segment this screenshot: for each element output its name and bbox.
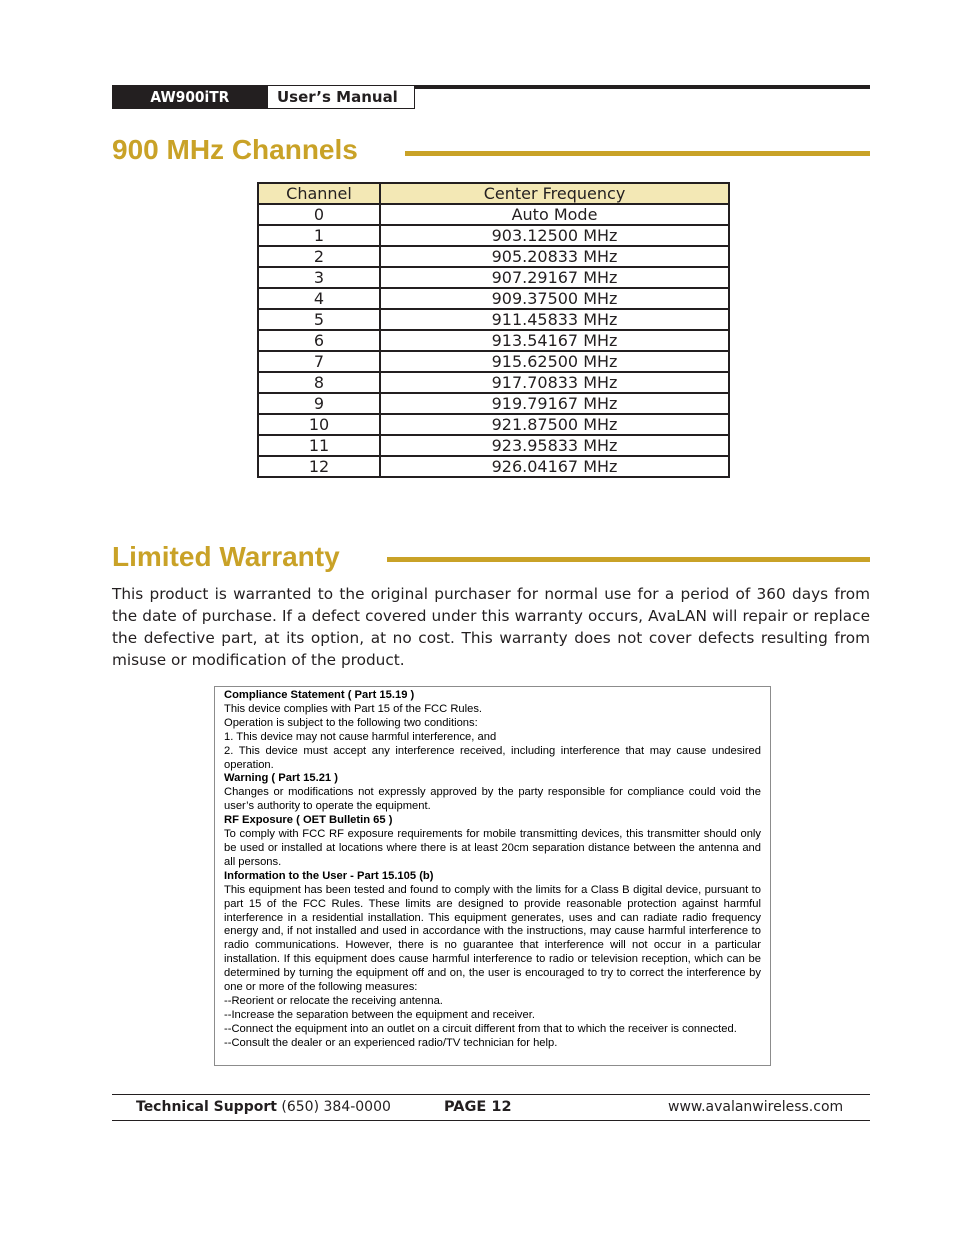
measure-item: --Increase the separation between the equipment and receiver. — [224, 1008, 535, 1021]
channel-cell: 3 — [258, 267, 380, 288]
header-rule — [405, 85, 870, 89]
channel-cell: 8 — [258, 372, 380, 393]
support-label: Technical Support — [136, 1099, 277, 1115]
channel-cell: 9 — [258, 393, 380, 414]
frequency-cell: Auto Mode — [380, 204, 729, 225]
frequency-cell: 911.45833 MHz — [380, 309, 729, 330]
compliance-line: 1. This device may not cause harmful interference, and — [224, 730, 497, 743]
channel-cell: 12 — [258, 456, 380, 477]
channel-table-body — [258, 204, 729, 477]
channel-cell: 5 — [258, 309, 380, 330]
frequency-cell: 926.04167 MHz — [380, 456, 729, 477]
table-row — [258, 330, 729, 351]
frequency-cell: 905.20833 MHz — [380, 246, 729, 267]
frequency-cell: 909.37500 MHz — [380, 288, 729, 309]
footer-bottom-rule — [112, 1120, 870, 1121]
frequency-cell: 923.95833 MHz — [380, 435, 729, 456]
table-row — [258, 288, 729, 309]
table-row — [258, 246, 729, 267]
compliance-box — [214, 686, 771, 1066]
footer-support — [136, 1099, 391, 1115]
channel-cell: 4 — [258, 288, 380, 309]
table-row — [258, 351, 729, 372]
warning-heading: Warning ( Part 15.21 ) — [224, 772, 338, 785]
footer-top-rule — [112, 1094, 870, 1095]
model-tab — [112, 85, 267, 109]
channel-cell: 1 — [258, 225, 380, 246]
column-header-frequency: Center Frequency — [380, 183, 729, 204]
frequency-cell: 919.79167 MHz — [380, 393, 729, 414]
table-row — [258, 225, 729, 246]
rf-exposure-heading: RF Exposure ( OET Bulletin 65 ) — [224, 814, 393, 827]
table-row — [258, 435, 729, 456]
channel-cell: 6 — [258, 330, 380, 351]
channel-cell: 11 — [258, 435, 380, 456]
table-row — [258, 267, 729, 288]
table-row — [258, 309, 729, 330]
frequency-cell: 907.29167 MHz — [380, 267, 729, 288]
column-header-channel: Channel — [258, 183, 380, 204]
warranty-title-rule — [387, 557, 870, 562]
manual-tab: User’s Manual — [267, 85, 415, 109]
measure-item: --Consult the dealer or an experienced radio/TV technician for help. — [224, 1036, 558, 1049]
channel-cell: 2 — [258, 246, 380, 267]
frequency-cell: 921.87500 MHz — [380, 414, 729, 435]
compliance-line: 2. This device must accept any interference received, including interference that may cause undesired operation. — [224, 744, 761, 771]
channels-title: 900 MHz Channels — [112, 134, 358, 165]
table-header-row — [258, 183, 729, 204]
table-row — [258, 393, 729, 414]
table-row — [258, 456, 729, 477]
rf-exposure-text: To comply with FCC RF exposure requirements for mobile transmitting devices, this transmitter should only be used or installed at locations where there is at least 20cm separation distance between the antenna and all persons. — [224, 828, 761, 868]
website-url: www.avalanwireless.com — [668, 1099, 844, 1115]
frequency-cell: 913.54167 MHz — [380, 330, 729, 351]
frequency-cell: 915.62500 MHz — [380, 351, 729, 372]
compliance-heading: Compliance Statement ( Part 15.19 ) — [224, 689, 415, 701]
warning-text: Changes or modifications not expressly approved by the party responsible for compliance could void the user’s authority to operate the equipment. — [224, 786, 761, 813]
table-row — [258, 372, 729, 393]
channels-title-rule — [405, 151, 870, 156]
table-row — [258, 414, 729, 435]
user-info-text: This equipment has been tested and found to comply with the limits for a Class B digital device, pursuant to part 15 of the FCC Rules. These limits are designed to provide reasonable protection against harmful interference in a residential installation. This equipment generates, uses and can radiate radio frequency energy and, if not installed and used in accordance with the instructions, may cause harmful interference to radio communications. However, there is no guarantee that interference will not occur in a particular installation. If this equipment does cause harmful interference to radio or television reception, which can be determined by turning the equipment off and on, the user is encouraged to try to correct the interference by one or more of the following measures: — [224, 883, 761, 994]
frequency-cell: 903.12500 MHz — [380, 225, 729, 246]
channel-cell: 7 — [258, 351, 380, 372]
support-phone: (650) 384-0000 — [276, 1099, 391, 1115]
measure-item: --Connect the equipment into an outlet on a circuit different from that to which the receiver is connected. — [224, 1022, 737, 1035]
user-info-heading: Information to the User - Part 15.105 (b) — [224, 869, 434, 882]
channel-cell: 0 — [258, 204, 380, 225]
compliance-line: Operation is subject to the following two conditions: — [224, 716, 478, 729]
page-number: PAGE 12 — [444, 1099, 512, 1115]
model-name: AW900iTR — [150, 88, 229, 106]
table-row — [258, 204, 729, 225]
frequency-cell: 917.70833 MHz — [380, 372, 729, 393]
warranty-title: Limited Warranty — [112, 541, 340, 572]
measure-item: --Reorient or relocate the receiving antenna. — [224, 994, 443, 1007]
compliance-line: This device complies with Part 15 of the FCC Rules. — [224, 702, 483, 715]
channel-cell: 10 — [258, 414, 380, 435]
warranty-text: This product is warranted to the original purchaser for normal use for a period of 360 days from the date of purchase. If a defect covered under this warranty occurs, AvaLAN will repair or replace the defective part, at its option, at no cost. This warranty does not cover defects resulting from misuse or modification of the product. — [112, 585, 870, 669]
channel-table — [257, 182, 730, 478]
